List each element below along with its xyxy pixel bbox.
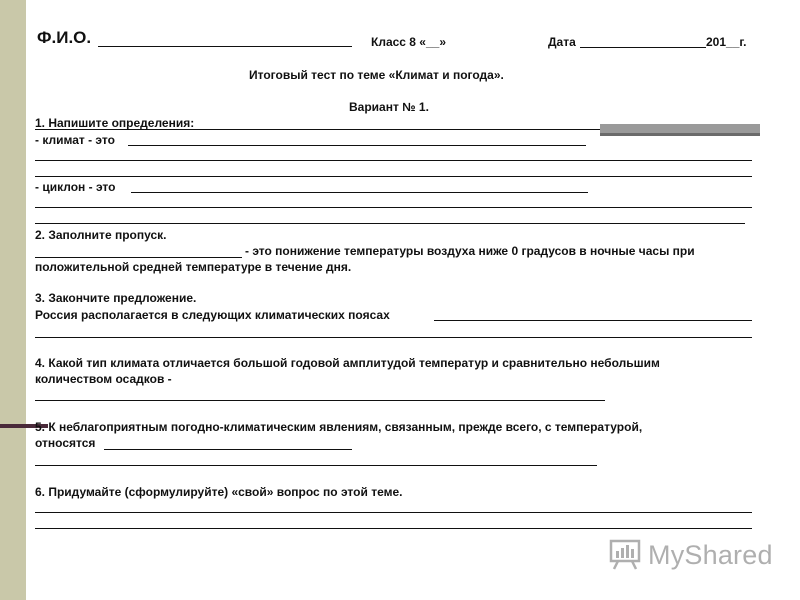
- q5-answer-line[interactable]: [35, 465, 597, 466]
- q6-answer-line[interactable]: [35, 528, 752, 529]
- q5-text-line2: относятся: [35, 436, 96, 450]
- q4-text-line1: 4. Какой тип климата отличается большой годовой амплитудой температур и сравнительно небольшим: [35, 356, 660, 370]
- q2-text-line2: положительной средней температуре в течение дня.: [35, 260, 352, 274]
- class-label: Класс 8 «__»: [371, 35, 447, 49]
- q2-text-line1: - это понижение температуры воздуха ниже 0 градусов в ночные часы при: [245, 244, 695, 258]
- year-label: 201__г.: [706, 35, 747, 49]
- presentation-board-icon: [608, 537, 642, 574]
- q3-answer-line[interactable]: [35, 337, 752, 338]
- variant-label: Вариант № 1.: [349, 100, 429, 114]
- q1-answer-line[interactable]: [35, 207, 752, 208]
- q3-text: Россия располагается в следующих климатических поясах: [35, 308, 390, 322]
- q3-answer-line[interactable]: [434, 320, 752, 321]
- decorative-bar-shadow: [600, 133, 760, 136]
- q1-answer-line[interactable]: [131, 192, 588, 193]
- q5-text-line1: 5. К неблагоприятным погодно-климатическим явлениям, связанным, прежде всего, с температурой,: [35, 420, 643, 434]
- q4-answer-line[interactable]: [35, 400, 605, 401]
- q3-heading: 3. Закончите предложение.: [35, 291, 197, 305]
- watermark-logo: [608, 537, 773, 573]
- q1-answer-line[interactable]: [128, 145, 586, 146]
- watermark-text: MyShared: [648, 539, 773, 570]
- q4-text-line2: количеством осадков -: [35, 372, 172, 386]
- test-title: Итоговый тест по теме «Климат и погода».: [249, 68, 504, 82]
- q1-answer-line[interactable]: [35, 176, 752, 177]
- q1-answer-line[interactable]: [35, 160, 752, 161]
- q1-heading-underline: [35, 129, 600, 130]
- fio-label: Ф.И.О.: [37, 28, 92, 47]
- q2-heading: 2. Заполните пропуск.: [35, 228, 167, 242]
- q6-heading: 6. Придумайте (сформулируйте) «свой» вопрос по этой теме.: [35, 485, 403, 499]
- q6-answer-line[interactable]: [35, 512, 752, 513]
- date-input-line[interactable]: [580, 47, 706, 48]
- q2-blank-line[interactable]: [35, 257, 242, 258]
- q1-term-cyclone: - циклон - это: [35, 180, 116, 194]
- left-sidebar-strip: [0, 0, 26, 600]
- q5-answer-line[interactable]: [104, 449, 352, 450]
- q1-answer-line[interactable]: [35, 223, 745, 224]
- fio-input-line[interactable]: [98, 46, 352, 47]
- date-label: Дата: [548, 35, 576, 49]
- q1-heading: 1. Напишите определения:: [35, 116, 195, 130]
- q1-term-climate: - климат - это: [35, 133, 115, 147]
